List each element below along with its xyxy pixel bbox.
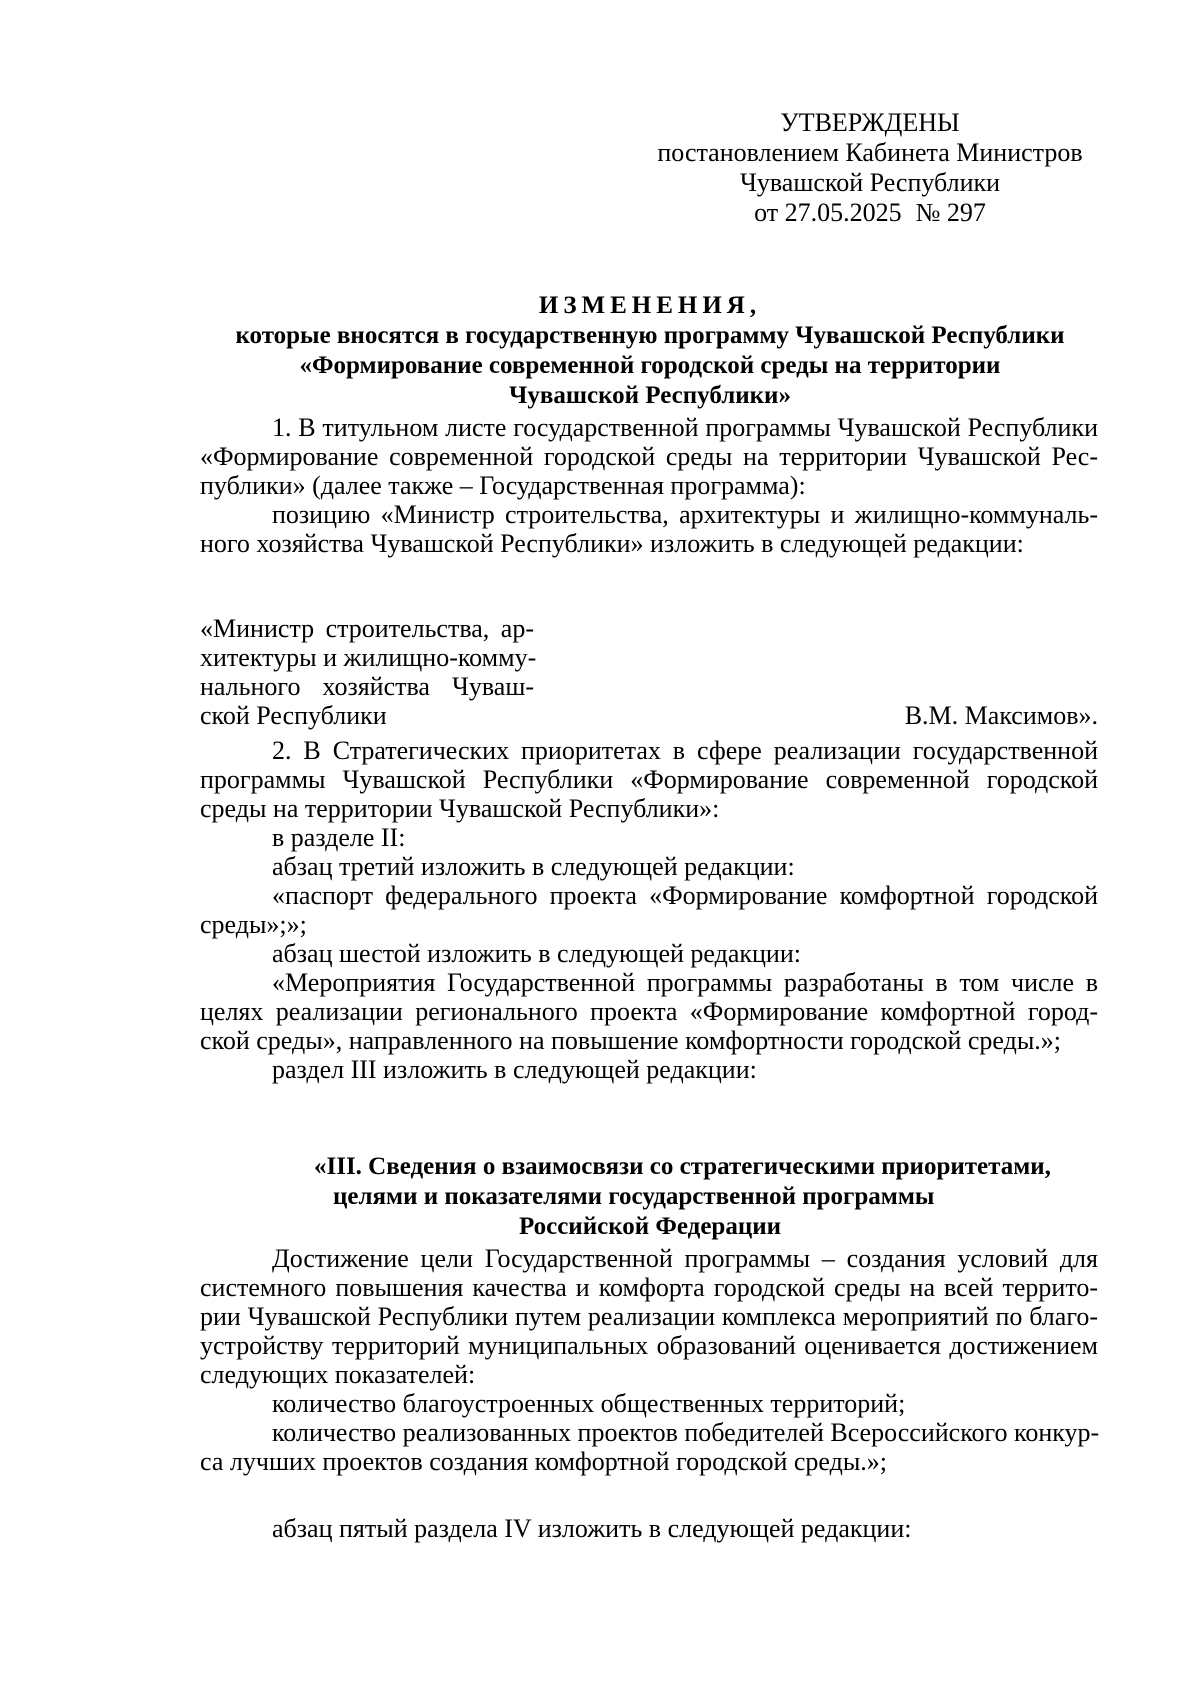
approval-line-2: Чувашской Республики: [739, 168, 1001, 197]
p4-line-1: абзац пятый раздела IV изложить в следующей редакции:: [272, 1514, 912, 1543]
approval-date-line: [640, 198, 1100, 228]
p2-line-10: целях реализации регионального проекта «Формирование комфортной город-: [200, 997, 1098, 1026]
p2-line-3: среды на территории Чувашской Республики»:: [200, 794, 720, 823]
p3-line-7: количество реализованных проектов победителей Всероссийского конкур-: [272, 1418, 1100, 1447]
p2-line-7: среды»;»;: [200, 910, 307, 939]
document-title: [200, 291, 1100, 411]
title-line-2: «Формирование современной городской среды на территории: [299, 352, 1001, 379]
p3-line-3: рии Чувашской Республики путем реализации комплекса мероприятий по благо-: [200, 1302, 1098, 1331]
approval-line-1: постановлением Кабинета Министров: [657, 138, 1083, 167]
p3-line-6: количество благоустроенных общественных территорий;: [272, 1389, 906, 1418]
p1-line-5: ного хозяйства Чувашской Республики» изложить в следующей редакции:: [200, 529, 1024, 558]
sig-line-3: нального хозяйства Чуваш-: [200, 672, 534, 701]
approval-date: от 27.05.2025: [754, 198, 902, 227]
sig-line-2: хитектуры и жилищно-комму-: [200, 643, 537, 672]
title-word: ИЗМЕНЕНИЯ,: [538, 292, 762, 319]
paragraph-3: [200, 1244, 1098, 1476]
section-line-3: Российской Федерации: [518, 1213, 782, 1240]
p3-line-4: устройству территорий муниципальных образований оценивается достижением: [200, 1331, 1098, 1360]
p3-line-2: системного повышения качества и комфорта городской среды на всей террито-: [200, 1273, 1098, 1302]
paragraph-2: [200, 736, 1098, 1084]
paragraph-1: [200, 413, 1098, 558]
p3-line-8: са лучших проектов создания комфортной городской среды.»;: [200, 1447, 888, 1476]
sig-line-1: «Министр строительства, ар-: [200, 614, 534, 643]
p1-line-1: 1. В титульном листе государственной программы Чувашской Республики: [272, 413, 1098, 442]
sig-line-4: ской Республики: [200, 701, 387, 730]
p2-line-4: в разделе II:: [272, 823, 406, 852]
p1-line-2: «Формирование современной городской среды на территории Чувашской Рес-: [200, 442, 1098, 471]
p3-line-5: следующих показателей:: [200, 1360, 476, 1389]
p2-line-2: программы Чувашской Республики «Формирование современной городской: [200, 765, 1098, 794]
section-line-2: целями и показателями государственной программы: [333, 1183, 935, 1210]
section-line-1: «III. Сведения о взаимосвязи со стратегическими приоритетами,: [314, 1153, 1051, 1180]
p2-line-12: раздел III изложить в следующей редакции:: [272, 1055, 757, 1084]
p2-line-9: «Мероприятия Государственной программы разработаны в том числе в: [272, 968, 1098, 997]
p2-line-5: абзац третий изложить в следующей редакции:: [272, 852, 795, 881]
paragraph-4: [200, 1514, 1098, 1543]
p2-line-8: абзац шестой изложить в следующей редакции:: [272, 939, 801, 968]
signatory-name: В.М. Максимов».: [904, 701, 1098, 730]
title-line-1: которые вносятся в государственную программу Чувашской Республики: [235, 322, 1065, 349]
p2-line-6: «паспорт федерального проекта «Формирование комфортной городской: [272, 881, 1098, 910]
signature-block: [200, 614, 1098, 730]
p3-line-1: Достижение цели Государственной программы – создания условий для: [272, 1244, 1098, 1273]
p1-line-4: позицию «Министр строительства, архитектуры и жилищно-коммуналь-: [272, 500, 1098, 529]
section-title: [200, 1152, 1100, 1242]
approval-number: № 297: [915, 198, 986, 227]
signature-position: [200, 614, 537, 730]
approval-heading: УТВЕРЖДЕНЫ: [780, 108, 960, 137]
p2-line-1: 2. В Стратегических приоритетах в сфере реализации государственной: [272, 736, 1098, 765]
title-line-3: Чувашской Республики»: [509, 382, 791, 409]
approval-stamp: [640, 108, 1100, 228]
p1-line-3: публики» (далее также – Государственная программа):: [200, 471, 806, 500]
p2-line-11: ской среды», направленного на повышение комфортности городской среды.»;: [200, 1026, 1062, 1055]
